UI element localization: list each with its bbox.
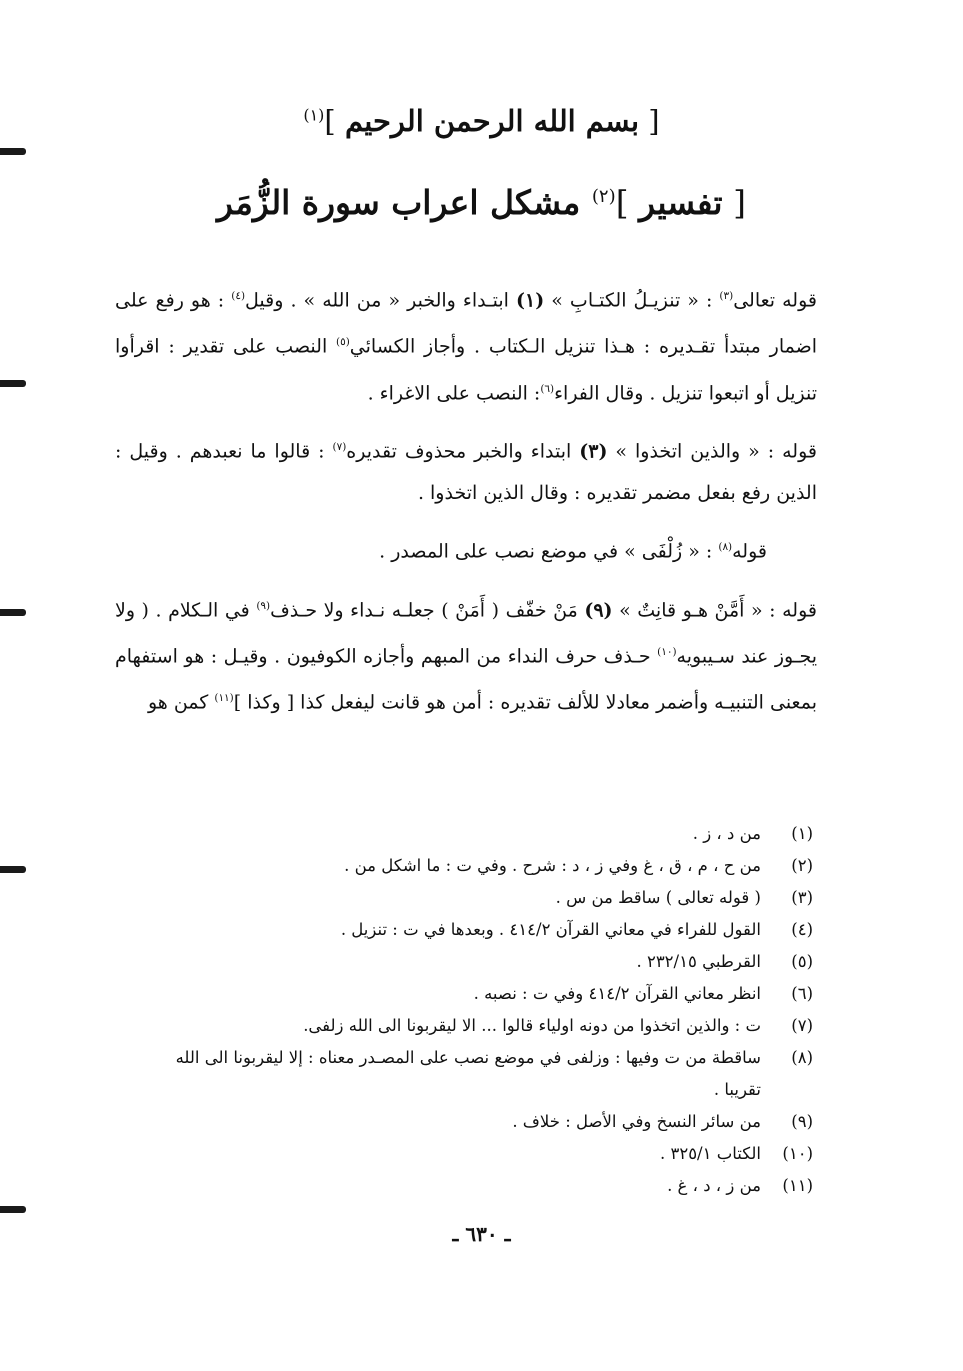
- footnote-ref: (٧): [332, 440, 347, 453]
- paragraph: [115, 526, 817, 572]
- text-run: قوله : « والذين اتخذوا »: [607, 440, 817, 463]
- footnote-label: (٥): [791, 952, 813, 971]
- footnote: [150, 914, 813, 946]
- footnote-label: (٣): [791, 888, 813, 907]
- footnote: [150, 818, 813, 850]
- footnote-label: (٧): [791, 1016, 813, 1035]
- margin-mark: [0, 866, 26, 873]
- text-run: النصب على تقدير : اقرأوا تنزيل أو اتبعوا تنزيل . وقال الفراء: [115, 335, 817, 404]
- text-run: حـذف حرف النداء من المبهم وأجازه الكوفيون . وقيـل : هو استفهام بمعنى التنبيـه وأضمر معادلا للألف تقديره : أمن هو قانت ليفعل كذا [ وكذا ]: [115, 645, 817, 714]
- basmala-text: بسم الله الرحمن الرحيم: [344, 104, 640, 138]
- footnote-ref: (٣): [719, 290, 734, 302]
- footnote-ref: (٢): [591, 186, 616, 207]
- text-run: قوله : « أَمَّنْ هـو قانِتٌ »: [612, 598, 817, 621]
- text-run: : « زُلْفَى » في موضع نصب على المصدر .: [379, 540, 719, 563]
- text-run: في الـكلام . ( ولا يجـوز عند سـيبويه: [115, 598, 817, 668]
- paragraph: [115, 275, 817, 414]
- footnote-text: من ز ، د ، غ .: [667, 1176, 761, 1195]
- footnote-label: (٦): [791, 984, 813, 1003]
- text-run: كمن هو: [147, 691, 215, 714]
- footnote-text: ت : والذين اتخذوا من دونه اولياء قالوا ... الا ليقربونا الى الله زلفى.: [303, 1016, 761, 1035]
- text-run: ابتداء والخبر محذوف تقديره: [346, 440, 580, 463]
- text-run: ابتـداء والخبر « من الله » . وقيل: [245, 289, 516, 312]
- text-run: قوله: [732, 540, 767, 563]
- footnote-label: (١): [791, 824, 813, 843]
- paragraph: [115, 426, 817, 514]
- footnote-label: (١١): [782, 1176, 813, 1195]
- verse-number: (٣): [579, 440, 608, 463]
- footnote-label: (١٠): [782, 1144, 813, 1163]
- footnote-ref: (١): [303, 105, 325, 125]
- footnote-text: القرطبي ٢٣٢/١٥ .: [636, 952, 761, 971]
- footnote-text: ساقطة من ت وفيها : وزلفى في موضع نصب على المصـدر معناه : إلا ليقربونا الى الله تقريبا .: [175, 1048, 761, 1099]
- paragraph: [115, 585, 817, 724]
- text-run: : هو رفع على اضمار مبتدأ تقـديره : هـذا تنزيل الـكتاب . وأجاز الكسائي: [115, 289, 817, 358]
- footnote: [150, 978, 813, 1010]
- footnote-label: (٢): [791, 856, 813, 875]
- text-run: مَنْ خفّف ( أَمَنْ ) جعلـه نـداء ولا حـذف: [270, 598, 585, 621]
- footnote: [150, 1042, 813, 1106]
- footnote-ref: (٥): [336, 336, 350, 349]
- footnote-text: من د ، ز .: [692, 824, 761, 843]
- footnote: [150, 946, 813, 978]
- footnote-label: (٩): [791, 1112, 813, 1131]
- footnote: [150, 1106, 813, 1138]
- text-run: : قالوا ما نعبدهم . وقيل : الذين رفع بفعل مضمر تقديره : وقال الذين اتخذوا .: [115, 440, 817, 505]
- text-run: قوله تعالى: [733, 289, 817, 312]
- verse-number: (٩): [584, 598, 613, 621]
- page-title: [ تفسير ]$^{(٢)}$ مشكل اعراب سورة الزُّمَر: [217, 183, 746, 222]
- footnote-text: انظر معاني القرآن ٤١٤/٢ وفي ت : نصبه .: [473, 984, 761, 1003]
- margin-mark: [0, 148, 26, 155]
- footnote-ref: (٤): [231, 290, 246, 302]
- footnote-label: (٤): [791, 920, 813, 939]
- footnote-text: من سائر النسخ وفي الأصل : خلاف .: [512, 1112, 761, 1131]
- footnote-label: (٨): [791, 1048, 813, 1067]
- title-rest: مشكل اعراب سورة الزُّمَر: [217, 183, 581, 222]
- footnote-ref: (٦): [540, 382, 555, 395]
- margin-mark: [0, 380, 26, 387]
- footnote-text: القول للفراء في معاني القرآن ٤١٤/٢ . وبعدها في ت : تنزيل .: [340, 920, 761, 939]
- footnote-ref: (٩): [256, 599, 271, 612]
- footnote: [150, 1138, 813, 1170]
- text-run: : « تنزيـلُ الكتـابِ »: [544, 289, 720, 312]
- footnote: [150, 1170, 813, 1202]
- footnote-ref: (٨): [718, 541, 733, 554]
- basmala-heading: [ بسم الله الرحمن الرحيم ]$^{(١)}$: [303, 104, 660, 138]
- footnote-text: ( قوله تعالى ) ساقط من س .: [555, 888, 761, 907]
- verse-number: (١): [516, 289, 545, 312]
- footnote: [150, 882, 813, 914]
- footnote: [150, 850, 813, 882]
- main-text: [115, 275, 817, 736]
- footnote-text: الكتاب ٣٢٥/١ .: [659, 1144, 761, 1163]
- text-run: : النصب على الاغراء .: [367, 381, 541, 404]
- footnotes: [150, 818, 813, 1202]
- page-number: ـ ٦٣٠ ـ: [452, 1222, 511, 1246]
- footnote-ref: (١١): [214, 692, 234, 705]
- margin-mark: [0, 1206, 26, 1213]
- margin-mark: [0, 609, 26, 616]
- footnote-text: من ح ، م ، ق ، غ وفي ز ، د : شرح . وفي ت : ما اشكل من .: [344, 856, 761, 875]
- title-word: تفسير: [639, 183, 723, 222]
- footnote-ref: (١٠): [657, 645, 677, 658]
- footnote: [150, 1010, 813, 1042]
